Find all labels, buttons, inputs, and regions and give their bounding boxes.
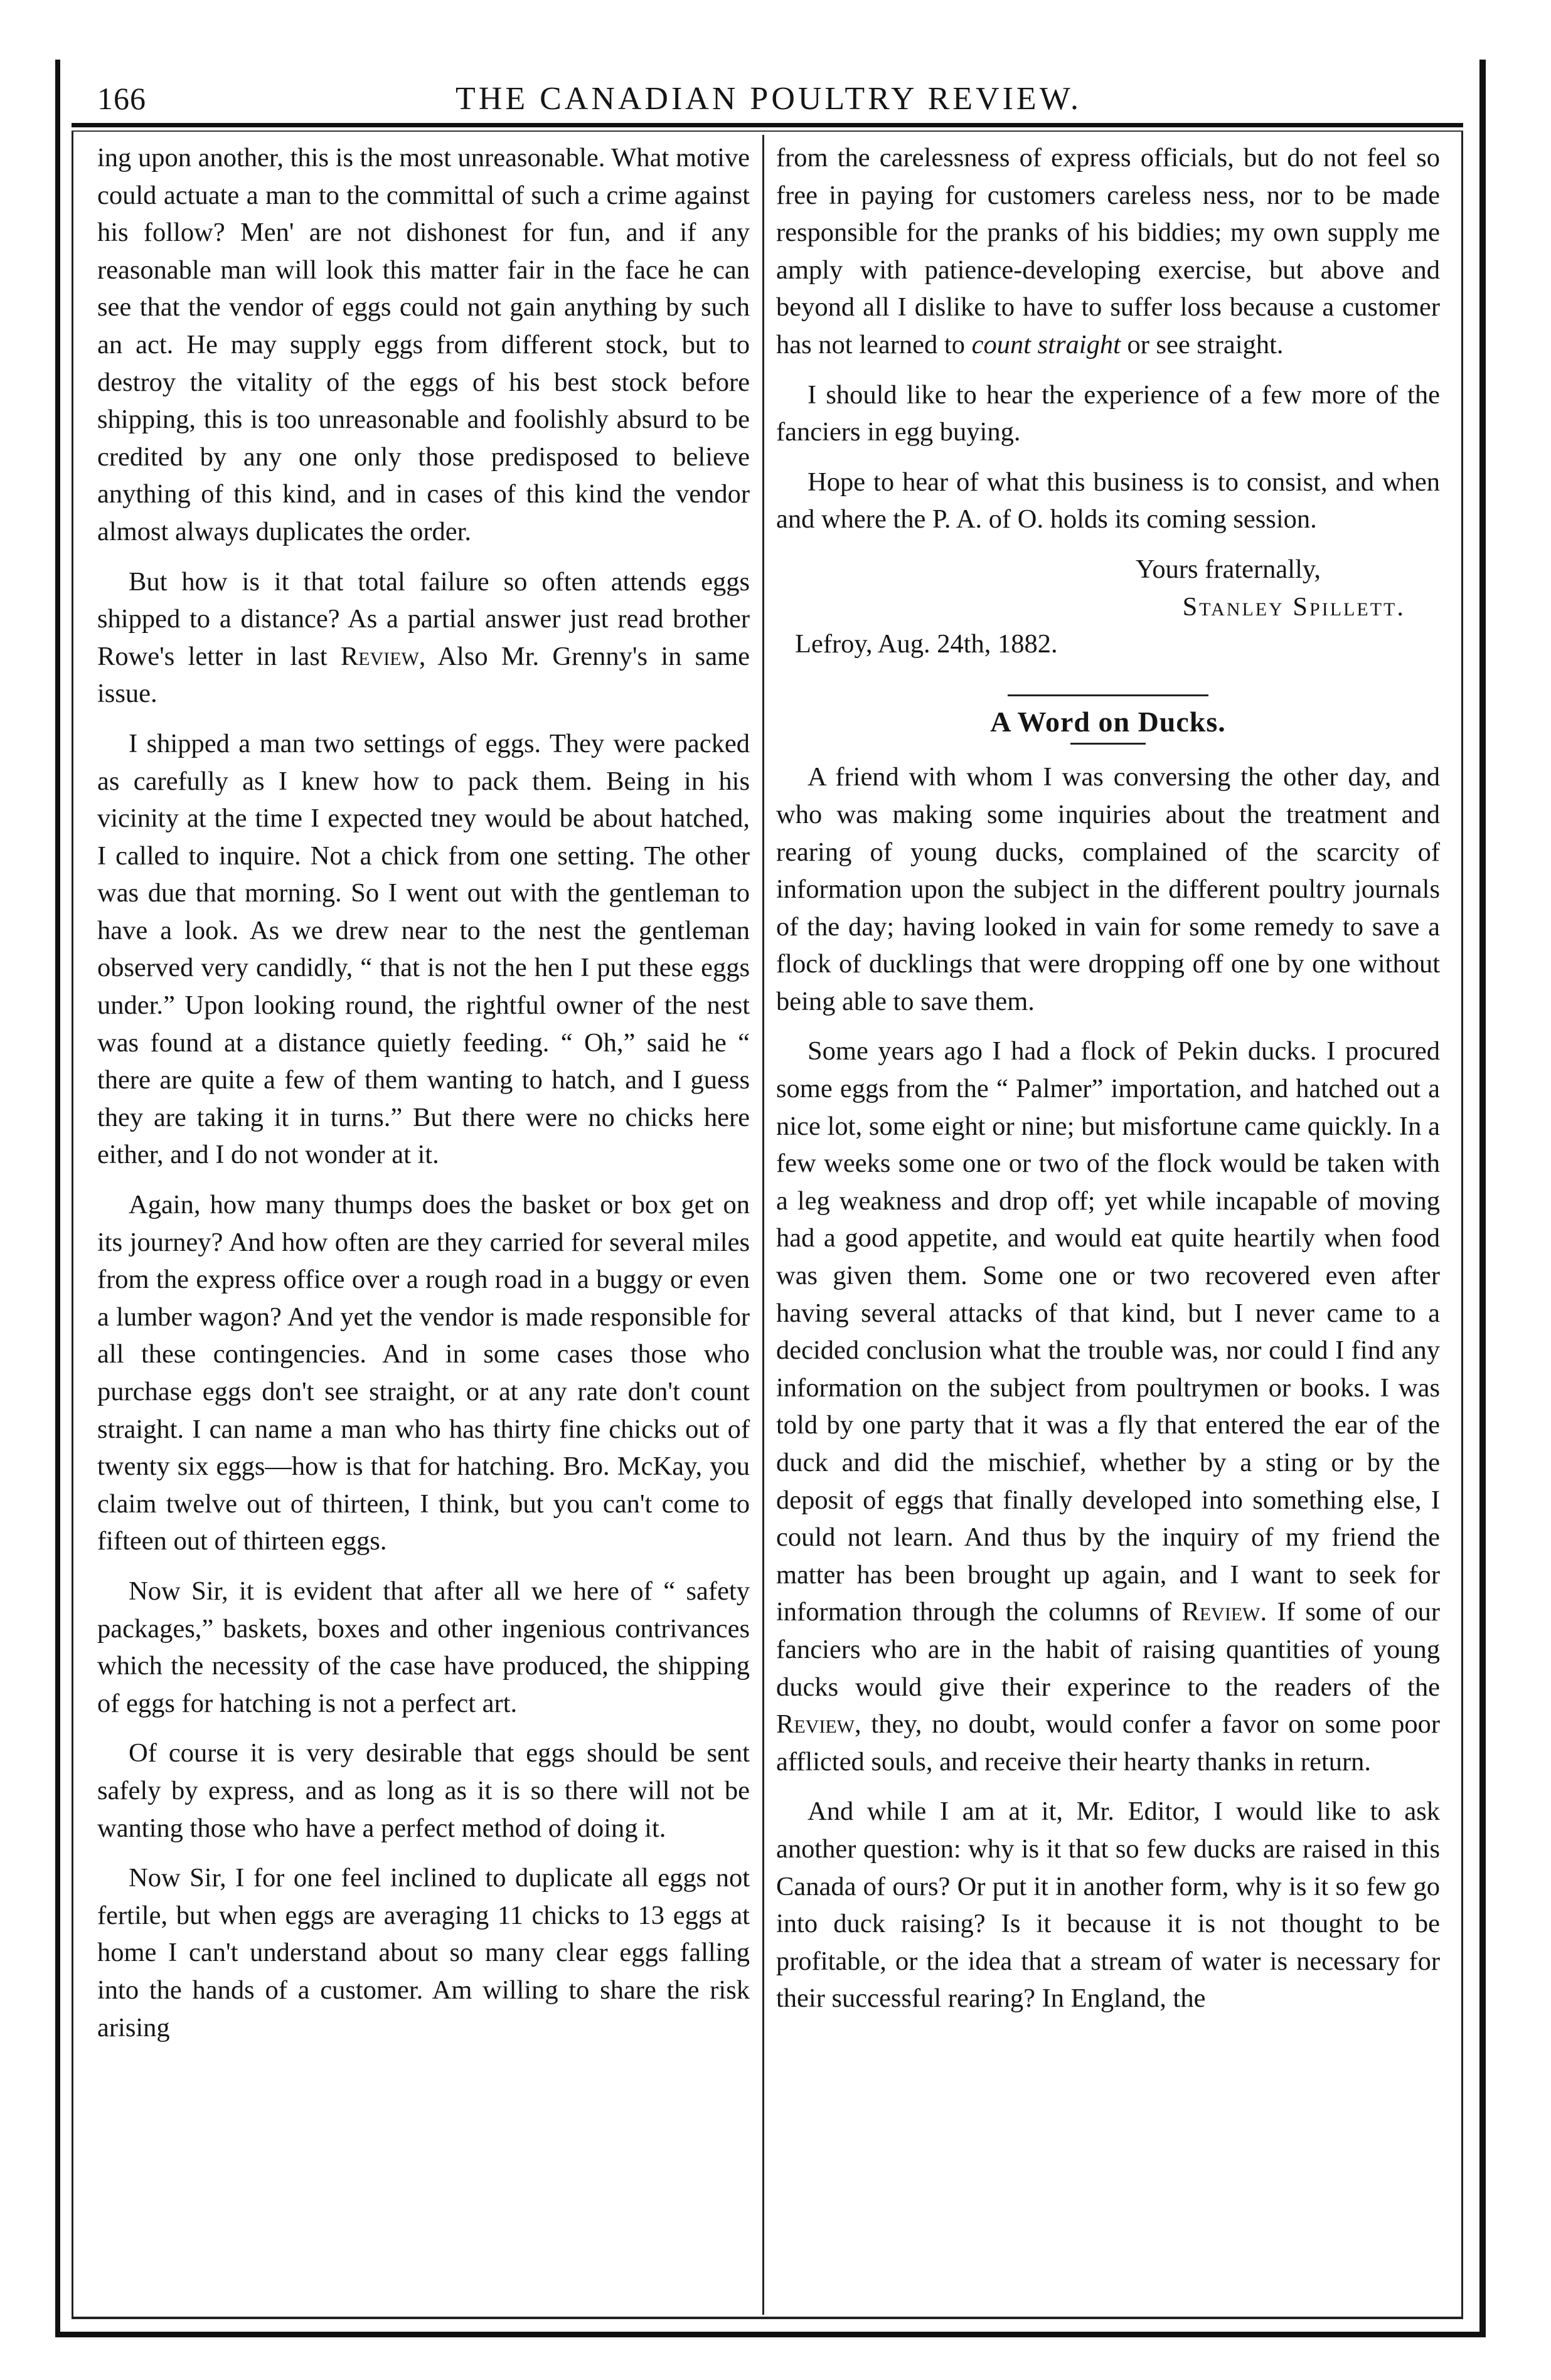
paragraph: I shipped a man two settings of eggs. They were packed as carefully as I knew how to pack them. Being in his vicinity at the time I expected tney would be about hatched, I called to inquire. Not a chick from one setting. The other was due that morning. So I went out with the gentleman to have a look. As we drew near to the nest the gentleman observed very candidly, “ that is not the hen I put these eggs under.” Upon looking round, the rightful owner of the nest was found at a distance quietly feeding. “ Oh,” said he “ there are quite a few of them wanting to hatch, and I guess they are taking it in turns.” But there were no chicks here either, and I do not wonder at it. [97, 728, 750, 1170]
review-reference: Review [340, 641, 419, 671]
review-reference: Review [1181, 1597, 1261, 1627]
header-rule-thin [72, 130, 1463, 132]
letter-closing [776, 551, 1440, 663]
right-column [776, 139, 1440, 2030]
closing-salutation: Yours fraternally, [1135, 554, 1321, 584]
review-reference: Review [776, 1709, 855, 1740]
paragraph [776, 139, 1440, 364]
section-separator [776, 669, 1440, 698]
paragraph-text: But how is it that total failure so often attends eggs shipped to a distance? As a partial answer just read brother Rowe's letter in last [97, 566, 750, 671]
paragraph: And while I am at it, Mr. Editor, I would like to ask another question: why is it that so few ducks are raised in this Canada of ours? Or put it in another form, why is it so few go into duck raising? Is it because it is not thought to be profitable, or the idea that a stream of water is necessary for their successful rearing? In England, the [776, 1797, 1440, 2014]
italic-phrase: count straight [971, 329, 1121, 359]
column-divider [762, 135, 764, 2315]
header-rule [72, 123, 1463, 127]
running-header [82, 75, 1456, 119]
paragraph-text: Some years ago I had a flock of Pekin ducks. I procured some eggs from the “ Palmer” importation, and hatched out a nice lot, some eight or nine; but misfortune came quickly. In a few weeks some one or two of the flock would be taken with a leg weakness and drop off; yet while incapable of moving had a good appetite, and would eat quite heartily when food was given them. Some one or two recovered even after having several attacks of that kind, but I never came to a decided conclusion what the trouble was, nor could I find any information on the subject from poultrymen or books. I was told by one party that it was a fly that entered the ear of the duck and did the mischief, whether by a sting or by the deposit of eggs that finally developed into something else, I could not learn. And thus by the inquiry of my friend the matter has been brought up again, and I want to seek for information through the columns of [776, 1036, 1440, 1627]
paragraph: I should like to hear the experience of a few more of the fanciers in egg buying. [776, 380, 1440, 447]
closing-place-date: Lefroy, Aug. 24th, 1882. [795, 629, 1058, 659]
paragraph: Of course it is very desirable that eggs should be sent safely by express, and as long as it is so there will not be wanting those who have a perfect method of doing it. [97, 1738, 750, 1843]
paragraph: Again, how many thumps does the basket or box get on its journey? And how often are they carried for several miles from the express office over a rough road in a buggy or even a lumber wagon? And yet the vendor is made responsible for all these contingencies. And in some cases those who purchase eggs don't see straight, or at any rate don't count straight. I can name a man who has thirty fine chicks out of twenty six eggs—how is that for hatching. Bro. McKay, you claim twelve out of thirteen, I think, but you can't come to fifteen out of thirteen eggs. [97, 1190, 750, 1556]
paragraph: ing upon another, this is the most unreasonable. What motive could actuate a man to the committal of such a crime against his follow? Men' are not dishonest for fun, and if any reasonable man will look this matter fair in the face he can see that the vendor of eggs could not gain anything by such an act. He may supply eggs from different stock, but to destroy the vitality of the eggs of his best stock before shipping, this is too unreasonable and foolishly absurd to be credited by any one only those predisposed to believe anything of this kind, and in cases of this kind the vendor almost always duplicates the order. [97, 143, 750, 546]
paragraph-text: from the carelessness of express officials, but do not feel so free in paying for customers careless ness, nor to be made responsible for the pranks of his biddies; my own supply me amply with patience-developing exercise, but above and beyond all I dislike to have to suffer loss because a customer has not learned to [776, 143, 1440, 359]
paragraph [776, 1033, 1440, 1780]
paragraph-text: or see straight. [1120, 329, 1284, 359]
paragraph [97, 563, 750, 713]
left-column [97, 139, 750, 2059]
article-title: A Word on Ducks. [990, 705, 1226, 738]
paragraph-text: , they, no doubt, would confer a favor on some poor afflicted souls, and receive their hearty thanks in return. [776, 1709, 1440, 1777]
signature-name: Stanley Spillett. [1182, 592, 1405, 622]
paragraph-text: . If some of our fanciers who are in the habit of raising quantities of young ducks would give their experince to the readers of the [776, 1597, 1440, 1702]
paragraph: Hope to hear of what this business is to consist, and when and where the P. A. of O. holds its coming session. [776, 467, 1440, 534]
title-underline [1070, 743, 1146, 745]
separator-rule [1008, 694, 1208, 696]
publication-title: THE CANADIAN POULTRY REVIEW. [456, 81, 1082, 117]
paragraph: A friend with whom I was conversing the other day, and who was making some inquiries about the treatment and rearing of young ducks, complained of the scarcity of information upon the subject in the different poultry journals of the day; having looked in vain for some remedy to save a flock of ducklings that were dropping off one by one without being able to save them. [776, 762, 1440, 1016]
paragraph: Now Sir, I for one feel inclined to duplicate all eggs not fertile, but when eggs are averaging 11 chicks to 13 eggs at home I can't understand about so many clear eggs falling into the hands of a customer. Am willing to share the risk arising [97, 1863, 750, 2043]
paragraph-text: , Also Mr. Grenny's in same issue. [97, 641, 750, 709]
page-number: 166 [97, 81, 146, 116]
paragraph: Now Sir, it is evident that after all we here of “ safety packages,” baskets, boxes and other ingenious contrivances which the necessity of the case have produced, the shipping of eggs for hatching is not a perfect art. [97, 1576, 750, 1718]
